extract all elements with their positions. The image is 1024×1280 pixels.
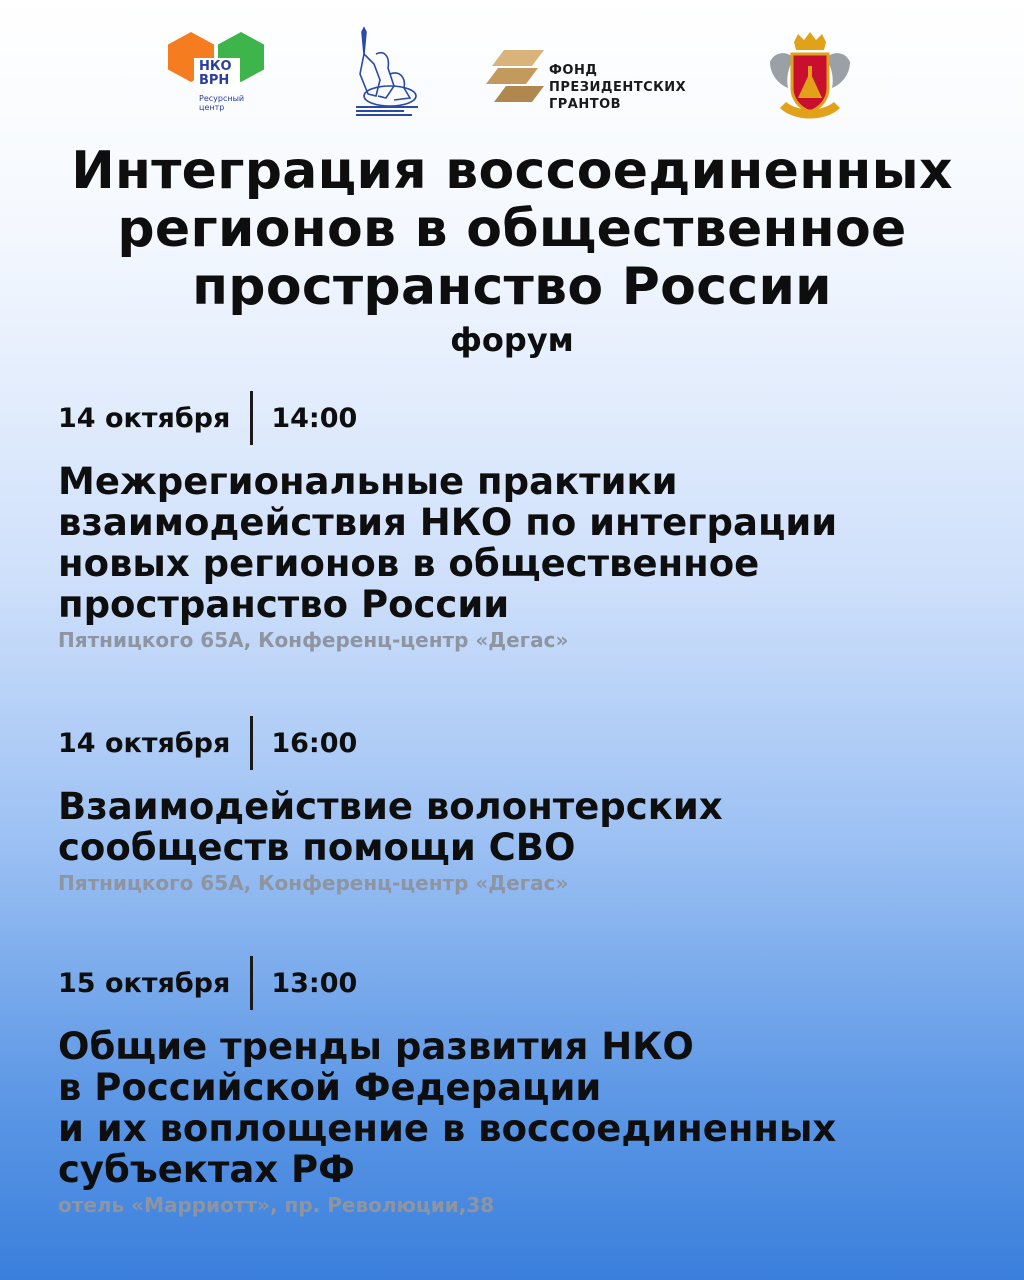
event-1 <box>58 391 998 653</box>
event-3 <box>58 956 998 1218</box>
fund-emblem-icon <box>486 46 546 106</box>
monument-icon <box>350 24 424 118</box>
public-chamber-logo <box>350 24 424 118</box>
nko-logo-text: НКО ВРН <box>199 59 232 88</box>
event-title: Общие тренды развития НКО в Российской Федерации и их воплощение в воссоединенных субъектах РФ <box>58 1025 837 1191</box>
event-datetime <box>58 956 998 1010</box>
event-title: Взаимодействие волонтерских сообществ помощи СВО <box>58 785 723 869</box>
event-location: отель «Марриотт», пр. Революции,38 <box>58 1193 495 1217</box>
event-date: 14 октября <box>58 402 231 434</box>
event-location: Пятницкого 65А, Конференц-центр «Дегас» <box>58 871 569 895</box>
presidential-grants-fund-logo <box>486 40 706 110</box>
event-time: 16:00 <box>271 727 358 759</box>
nko-logo-subtext: Ресурсный центр <box>199 94 245 112</box>
logo-row <box>0 24 1024 124</box>
event-2 <box>58 716 998 896</box>
title-line-2: регионов в общественное <box>117 199 907 259</box>
event-title: Межрегиональные практики взаимодействия НКО по интеграции новых регионов в общественное пространство России <box>58 460 838 626</box>
event-datetime <box>58 716 998 770</box>
event-time: 14:00 <box>271 402 358 434</box>
title-line-3: пространство России <box>192 257 832 317</box>
page-subtitle: форум <box>450 321 574 359</box>
event-date: 15 октября <box>58 967 231 999</box>
coat-of-arms-icon <box>764 32 856 126</box>
voronezh-coat-of-arms-logo <box>764 32 856 126</box>
event-datetime <box>58 391 998 445</box>
title-line-1: Интеграция воссоединенных <box>71 141 953 201</box>
event-location: Пятницкого 65А, Конференц-центр «Дегас» <box>58 628 569 652</box>
page-title <box>0 142 1024 316</box>
nko-resource-center-logo <box>166 30 270 120</box>
event-time: 13:00 <box>271 967 358 999</box>
event-date: 14 октября <box>58 727 231 759</box>
fund-logo-text: ФОНД ПРЕЗИДЕНТСКИХ ГРАНТОВ <box>549 63 687 112</box>
